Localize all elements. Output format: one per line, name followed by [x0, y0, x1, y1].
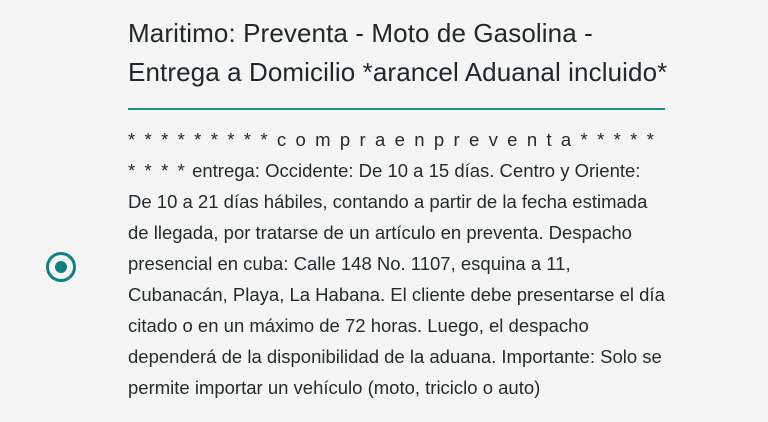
- listing-description: [128, 110, 668, 403]
- listing-content: [128, 0, 668, 422]
- page-title: Maritimo: Preventa - Moto de Gasolina - Entrega a Domicilio *arancel Aduanal incluido*: [128, 18, 668, 87]
- description-body: entrega: Occidente: De 10 a 15 días. Centro y Oriente: De 10 a 21 días hábiles, contando a partir de la fecha estimada de llegada, por tratarse de un artículo en preventa. Despacho presencial en cuba: Calle 148 No. 1107, esquina a 11, Cubanacán, Playa, La Habana. El cliente debe presentarse el día citado o en un máximo de 72 horas. Luego, el despacho dependerá de la disponibilidad de la aduana. Importante: Solo se permite importar un vehículo (moto, triciclo o auto): [128, 160, 665, 398]
- radio-selected-icon[interactable]: [46, 252, 76, 282]
- left-gutter: [0, 0, 128, 422]
- description-heading: * * * * * * * * * c o m p r a e n p r e v e n t a * * * * * * * * *: [128, 129, 657, 181]
